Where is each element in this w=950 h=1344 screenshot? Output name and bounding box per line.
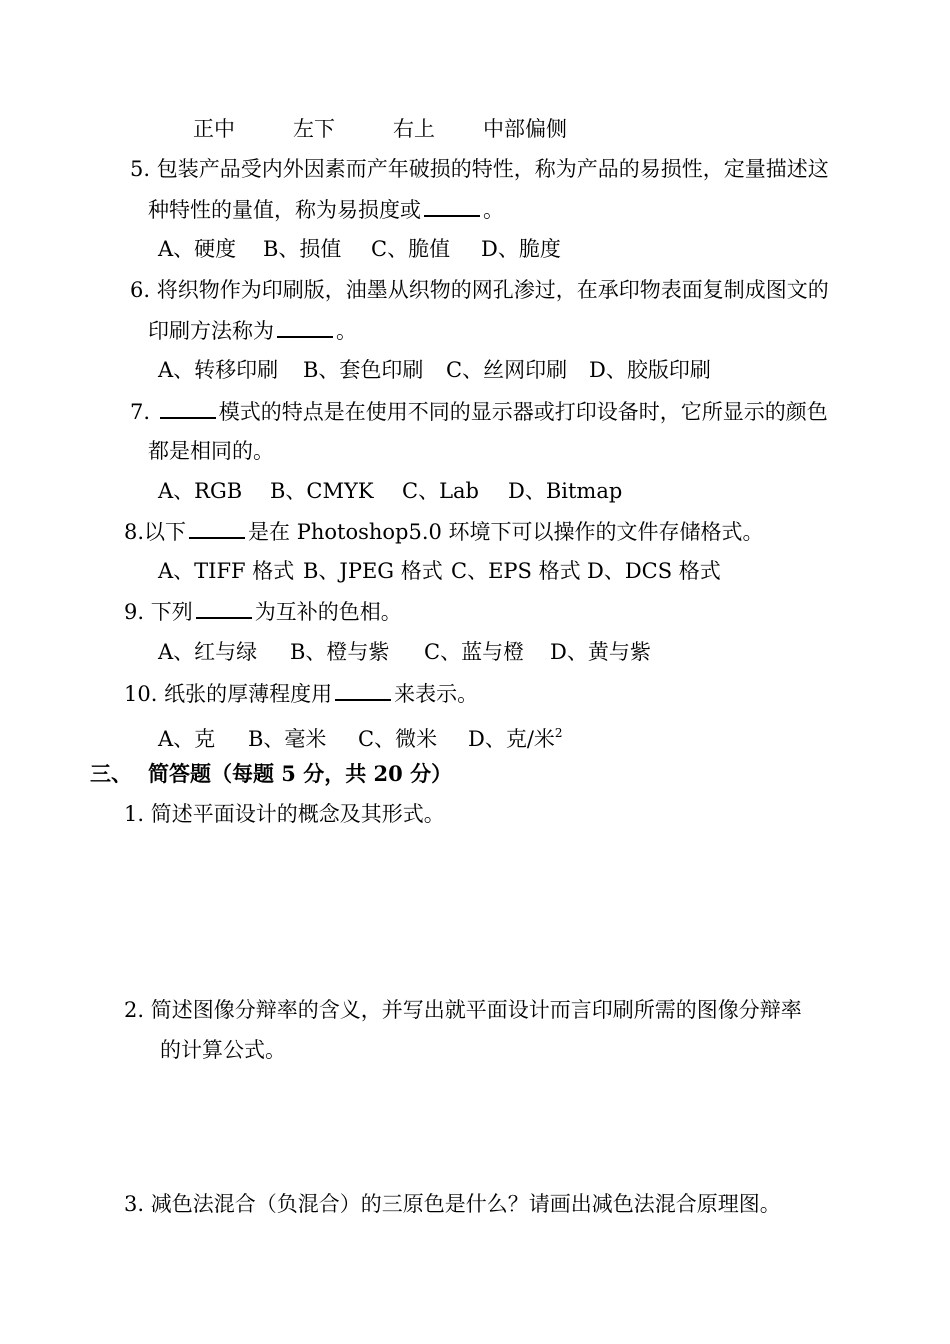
answer-blank [196,597,252,619]
short-answer-1: 1. 简述平面设计的概念及其形式。 [124,802,445,826]
option-d: D、胶版印刷 [589,358,711,382]
option-b: B、JPEG 格式 [303,559,443,583]
option-c: C、Lab [402,479,479,503]
option-b: B、损值 [263,237,342,261]
option-a: A、克 [158,727,216,751]
question-6-options [158,356,711,384]
question-5-options [158,235,561,263]
option-c: C、丝网印刷 [446,358,568,382]
option: 正中 [193,117,235,141]
short-answer-3: 3. 减色法混合（负混合）的三原色是什么？请画出减色法混合原理图。 [124,1192,781,1216]
option-d: D、脆度 [481,237,561,261]
answer-blank [335,679,391,701]
question-10-options [158,719,563,753]
short-answer-2-line2: 的计算公式。 [160,1038,286,1062]
option-b: B、毫米 [248,727,327,751]
question-10: 10. 纸张的厚薄程度用 来表示。 [124,679,478,708]
option-d: D、克/米 [468,727,555,751]
option-b: B、橙与紫 [290,640,390,664]
option-c: C、EPS 格式 [451,559,581,583]
option: 左下 [293,117,335,141]
option-a: A、RGB [158,479,243,503]
question-6-line1: 6. 将织物作为印刷版，油墨从织物的网孔渗过，在承印物表面复制成图文的 [130,278,829,302]
option-a: A、转移印刷 [158,358,279,382]
question-7-line2: 都是相同的。 [148,439,274,463]
question-8: 8.以下 是在 Photoshop5.0 环境下可以操作的文件存储格式。 [124,517,764,546]
question-9-options [158,638,651,666]
answer-blank [277,316,333,338]
question-5-line2: 种特性的量值，称为易损度或 。 [148,195,504,224]
option-d: D、黄与紫 [550,640,651,664]
option-c: C、脆值 [371,237,451,261]
option-a: A、硬度 [158,237,237,261]
question-7-options [158,477,622,505]
question-7-line1: 7. 模式的特点是在使用不同的显示器或打印设备时，它所显示的颜色 [130,397,828,426]
option-a: A、TIFF 格式 [158,559,295,583]
answer-blank [424,195,480,217]
superscript: 2 [554,726,563,740]
answer-blank [160,397,216,419]
short-answer-2-line1: 2. 简述图像分辩率的含义，并写出就平面设计而言印刷所需的图像分辩率 [124,998,802,1022]
question-8-options [158,557,721,585]
option-b: B、套色印刷 [303,358,424,382]
option: 右上 [393,117,435,141]
option-d: D、DCS 格式 [587,559,721,583]
question-6-line2: 印刷方法称为 。 [148,316,357,345]
option: 中部偏侧 [483,117,567,141]
option-b: B、CMYK [270,479,374,503]
option-a: A、红与绿 [158,640,258,664]
top-options [193,115,567,143]
option-d: D、Bitmap [508,479,623,503]
option-c: C、蓝与橙 [424,640,525,664]
option-c: C、微米 [358,727,438,751]
question-9: 9. 下列 为互补的色相。 [124,597,402,626]
answer-blank [189,517,245,539]
section-heading: 三、 简答题（每题 5 分，共 20 分） [90,761,453,786]
question-5-line1: 5. 包装产品受内外因素而产年破损的特性，称为产品的易损性，定量描述这 [130,157,829,181]
